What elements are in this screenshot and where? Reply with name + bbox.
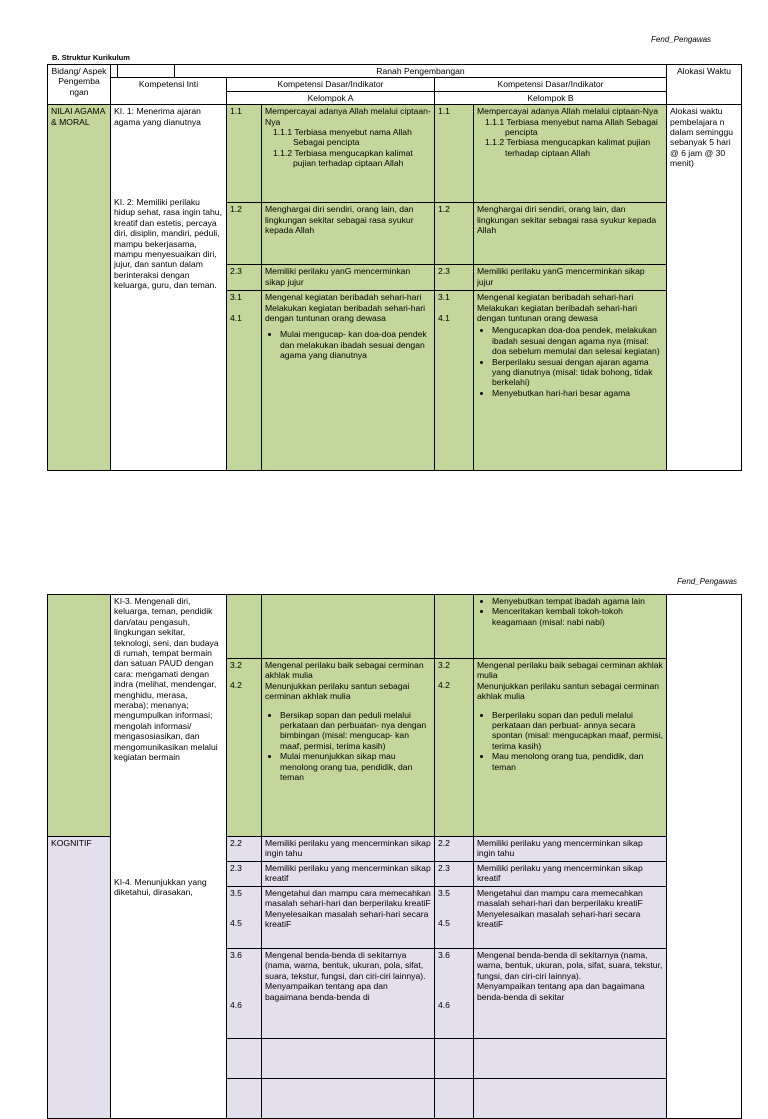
kd-text: Mengenal kegiatan beribadah sehari-hari (477, 292, 634, 303)
area-continued (48, 595, 111, 837)
kd-number-cell (227, 887, 262, 949)
kd-subitem: 1.1.2 Terbiasa mengucapkan kalimat pujian terhadap ciptaan Allah (485, 137, 651, 158)
kd-text: Menunjukkan perilaku santun sebagai cerminan akhlak mulia (265, 680, 410, 702)
indicator-item: • Mengucapkan doa-doa pendek, melakukan ibadah sesuai dengan agama nya (misal: doa sebelum memulai dan selesai kegiatan) (492, 325, 663, 356)
kd-number-cell (435, 659, 474, 837)
kd-text: Mempercayai adanya Allah melalui ciptaan-Nya (477, 106, 659, 117)
ki-1-text: KI. 1: Menerima ajaran agama yang dianutnya (114, 106, 201, 127)
kd-cell-a (262, 659, 435, 837)
header-kd-b: Kompetensi Dasar/Indikator (435, 78, 667, 91)
kd-number: 4.5 (438, 918, 450, 929)
page-header-author: Fend_Pengawas (677, 577, 738, 586)
indicator-item: • Menyebutkan hari-hari besar agama (492, 388, 663, 398)
indicator-item: • Mau menolong orang tua, pendidik, dan teman (492, 751, 663, 772)
indicator-item: • Mulai menunjukkan sikap mau menolong orang tua, pendidik, dan teman (280, 751, 431, 782)
kd-number-empty (227, 1079, 262, 1119)
kd-number: 3.2 (230, 660, 242, 670)
ki-cell (111, 105, 227, 471)
kd-number: 4.6 (230, 1000, 242, 1011)
kd-cell-b (474, 105, 667, 203)
alokasi-waktu-empty (667, 595, 742, 1119)
indicator-list (265, 329, 431, 360)
kd-number-empty (227, 1039, 262, 1079)
kd-number: 4.5 (230, 918, 242, 929)
kd-text: Mengetahui dan mampu cara memecahkan masalah sehari-hari dan berperilaku kreatiF (265, 888, 431, 909)
kd-number: 3.2 (438, 660, 450, 670)
header-ranah: Ranah Pengembangan (175, 65, 667, 78)
kd-text-empty (262, 595, 435, 659)
area-nilai-agama-moral: NILAI AGAMA & MORAL (48, 105, 111, 471)
kd-text: Menyampaikan tentang apa dan bagaimana benda-benda di (265, 981, 388, 1002)
kd-number: 3.6 (230, 950, 242, 960)
kd-text-empty (474, 1039, 667, 1079)
kd-number: 2.3 (227, 862, 262, 887)
indicator-list (265, 710, 431, 783)
kd-number: 4.1 (230, 312, 242, 323)
kd-number-empty (227, 595, 262, 659)
kd-text: Memiliki perilaku yang mencerminkan sikap kreatif (474, 862, 667, 887)
alokasi-waktu: Alokasi waktu pembelajara n dalam seminggu sebanyak 5 hari @ 6 jam @ 30 menit) (667, 105, 742, 471)
indicator-list (477, 325, 663, 398)
kd-cell-a (262, 291, 435, 471)
kd-number-cell (227, 659, 262, 837)
kd-number: 4.2 (438, 680, 450, 691)
kd-text: Menghargai diri sendiri, orang lain, dan lingkungan sekitar sebagai rasa syukur kepada Allah (474, 203, 667, 265)
indicator-item: • Menceritakan kembali tokoh-tokoh keagamaan (misal: nabi nabi) (492, 606, 663, 627)
kd-number: 1.1 (435, 105, 474, 203)
kd-subitem: 1.1.1 Terbiasa menyebut nama Allah Sebagai pencipta (273, 127, 412, 148)
curriculum-table-page-2 (47, 594, 742, 1119)
kd-text: Menyelesaikan masalah sehari-hari secara kreatiF (265, 908, 429, 930)
indicator-item: • Berperilaku sopan dan peduli melalui perkataan dan perbuat- annya secara spontan (misal: mengucapkan maaf, permisi, terima kasih) (492, 710, 663, 752)
kd-text: Memiliki perilaku yang mencerminkan sikap ingin tahu (262, 837, 435, 862)
kd-number: 4.6 (438, 1000, 450, 1011)
header-spacer (118, 65, 175, 78)
kd-number: 2.2 (227, 837, 262, 862)
indicator-item: • Menyebutkan tempat ibadah agama lain (492, 596, 663, 606)
indicator-list (477, 596, 663, 627)
kd-text-empty (262, 1079, 435, 1119)
kd-text: Menghargai diri sendiri, orang lain, dan lingkungan sekitar sebagai rasa syukur kepada Allah (262, 203, 435, 265)
header-kompetensi-inti: Kompetensi Inti (111, 78, 227, 105)
kd-number: 3.6 (438, 950, 450, 960)
header-kelompok-b: Kelompok B (435, 91, 667, 104)
kd-cell-a (262, 887, 435, 949)
header-kd-a: Kompetensi Dasar/Indikator (227, 78, 435, 91)
kd-text: Mengetahui dan mampu cara memecahkan masalah sehari-hari dan berperilaku kreatiF (477, 888, 643, 909)
kd-number-cell (435, 887, 474, 949)
kd-text: Menyelesaikan masalah sehari-hari secara kreatiF (477, 908, 641, 930)
kd-text: Melakukan kegiatan beribadah sehari-hari dengan tuntunan orang dewasa (265, 302, 426, 324)
kd-text: Mengenal kegiatan beribadah sehari-hari (265, 292, 422, 303)
kd-number: 4.2 (230, 680, 242, 691)
kd-number: 2.3 (227, 265, 262, 291)
kd-cell-b (474, 291, 667, 471)
kd-text: Mengenal benda-benda di sekitarnya (nama, warna, bentuk, ukuran, pola, sifat, suara, tekstur, fungsi, dan ciri-ciri lainnya). (477, 950, 663, 981)
kd-text: Memiliki perilaku yang mencerminkan sikap ingin tahu (474, 837, 667, 862)
kd-number-cell (435, 291, 474, 471)
kd-text: Memiliki perilaku yanG mencerminkan sikap jujur (474, 265, 667, 291)
kd-number: 3.5 (438, 888, 450, 898)
header-bidang: Bidang/ Aspek Pengemba ngan (48, 65, 111, 105)
kd-text: Melakukan kegiatan beribadah sehari-hari dengan tuntunan orang dewasa (477, 302, 638, 324)
kd-number-empty (435, 595, 474, 659)
area-kognitif: KOGNITIF (48, 837, 111, 1119)
kd-cell-b (474, 659, 667, 837)
kd-cell-b (474, 887, 667, 949)
kd-number: 4.1 (438, 312, 450, 323)
indicator-list (477, 710, 663, 772)
kd-number-cell (227, 949, 262, 1039)
section-title: B. Struktur Kurikulum (52, 53, 130, 62)
kd-cell-b (474, 595, 667, 659)
ki-cell (111, 595, 227, 1119)
header-kelompok-a: Kelompok A (227, 91, 435, 104)
kd-text: Mengenal perilaku baik sebagai cerminan akhlak mulia (477, 660, 663, 681)
page-header-author: Fend_Pengawas (651, 35, 712, 44)
kd-number-empty (435, 1039, 474, 1079)
kd-number: 1.2 (435, 203, 474, 265)
header-spacer (111, 65, 118, 78)
ki-3-text: KI-3. Mengenali diri, keluarga, teman, pendidik dan/atau pengasuh, lingkungan sekitar, teknologi, seni, dan budaya di rumah, tempat bermain dan satuan PAUD dengan cara: mengamati dengan indra (melihat, mendengar, menghidu, merasa, meraba); menanya; mengumpulkan informasi; mengolah informasi/ mengasosiasikan, dan mengomunikasikan melalui kegiatan bermain (114, 596, 219, 763)
kd-subitem: 1.1.2 Terbiasa mengucapkan kalimat pujian terhadap ciptaan Allah (273, 147, 413, 169)
kd-number-cell (435, 949, 474, 1039)
ki-4-text: KI-4. Menunjukkan yang diketahui, dirasakan, (114, 876, 207, 897)
kd-text: Memiliki perilaku yang mencerminkan sikap kreatif (262, 862, 435, 887)
kd-number: 3.1 (230, 292, 242, 303)
kd-cell-b (474, 949, 667, 1039)
kd-text-empty (262, 1039, 435, 1079)
ki-2-text: KI. 2: Memiliki perilaku hidup sehat, rasa ingin tahu, kreatif dan estetis, percaya diri, disiplin, mandiri, peduli, mampu bekerjasama, mampu menyesuaikan diri, jujur, dan santun dalam berinteraksi dengan keluarga, guru, dan teman. (114, 197, 222, 291)
kd-number: 1.2 (227, 203, 262, 265)
kd-number: 2.2 (435, 837, 474, 862)
header-alokasi: Alokasi Waktu (667, 65, 742, 105)
kd-number: 2.3 (435, 862, 474, 887)
kd-text: Mempercayai adanya Allah melalui ciptaan-Nya (265, 106, 431, 127)
indicator-item: • Mulai mengucap- kan doa-doa pendek dan melakukan ibadah sesuai dengan agama yang dianutnya (280, 329, 431, 360)
kd-number: 2.3 (435, 265, 474, 291)
indicator-item: • Berperilaku sesuai dengan ajaran agama yang dianutnya (misal: tidak bohong, tidak berkelahi) (492, 357, 663, 388)
kd-text: Memiliki perilaku yanG mencerminkan sikap jujur (262, 265, 435, 291)
kd-cell-a (262, 949, 435, 1039)
indicator-item: • Bersikap sopan dan peduli melalui perkataan dan perbuatan- nya dengan bimbingan (misal: mengucap- kan maaf, permisi, terima kasih) (280, 710, 431, 752)
kd-number-empty (435, 1079, 474, 1119)
kd-number: 1.1 (227, 105, 262, 203)
kd-cell-a (262, 105, 435, 203)
kd-number-cell (227, 291, 262, 471)
kd-text: Mengenal benda-benda di sekitarnya (nama, warna, bentuk, ukuran, pola, sifat, suara, tekstur, fungsi, dan ciri-ciri lainnya). (265, 950, 426, 981)
kd-text: Menunjukkan perilaku santun sebagai cerminan akhlak mulia (477, 680, 660, 702)
kd-number: 3.1 (438, 292, 450, 303)
kd-text-empty (474, 1079, 667, 1119)
kd-subitem: 1.1.1 Terbiasa menyebut nama Allah Sebagai pencipta (485, 116, 658, 138)
kd-number: 3.5 (230, 888, 242, 898)
kd-text: Menyampaikan tentang apa dan bagaimana benda-benda di sekitar (477, 981, 645, 1002)
curriculum-table-page-1 (47, 64, 742, 471)
kd-text: Mengenal perilaku baik sebagai cerminan akhlak mulia (265, 660, 424, 681)
